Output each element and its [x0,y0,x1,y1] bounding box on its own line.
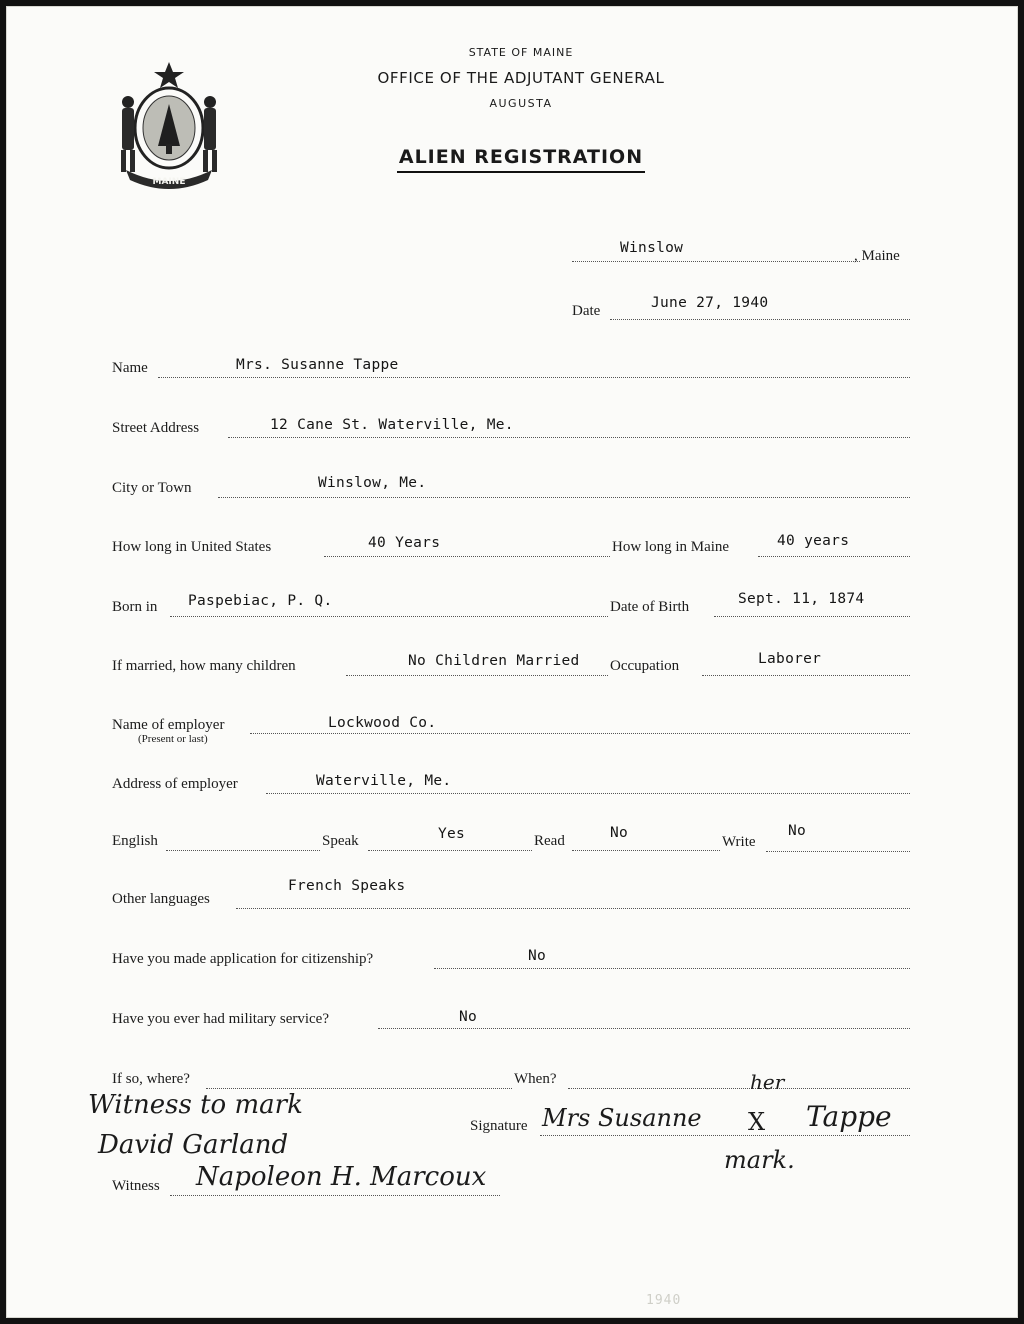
military-line [378,1028,910,1029]
signature-label: Signature [470,1118,528,1134]
signature-her: her [750,1070,785,1094]
other-languages-line [236,908,910,909]
when-line [568,1088,910,1089]
speak-label: Speak [322,833,359,849]
seal-banner-text: MAINE [152,177,186,187]
signature-line [540,1135,910,1136]
employer-value[interactable]: Lockwood Co. [328,715,437,731]
read-line [572,850,720,851]
military-label: Have you ever had military service? [112,1011,329,1027]
read-value[interactable]: No [610,825,629,841]
name-label: Name [112,360,148,376]
place-line [572,261,860,262]
born-value[interactable]: Paspebiac, P. Q. [188,593,333,609]
english-label: English [112,833,158,849]
us-years-line [324,556,610,557]
citizenship-value[interactable]: No [528,948,547,964]
page-title [306,146,736,168]
maine-state-seal-icon [110,58,228,190]
signature-x: X [748,1108,766,1136]
occupation-line [702,675,910,676]
born-label: Born in [112,599,158,615]
dob-value[interactable]: Sept. 11, 1874 [738,591,865,607]
city-value[interactable]: Winslow, Me. [318,475,427,491]
city-label: City or Town [112,480,192,496]
employer-address-line [266,793,910,794]
street-value[interactable]: 12 Cane St. Waterville, Me. [270,417,514,433]
english-line [166,850,320,851]
place-suffix: , Maine [854,248,900,264]
when-label: When? [514,1071,557,1087]
children-line [346,675,608,676]
signature-surname: Tappe [806,1100,892,1133]
other-languages-label: Other languages [112,891,210,907]
speak-value[interactable]: Yes [438,826,466,842]
where-line [206,1088,512,1089]
dob-label: Date of Birth [610,599,690,615]
employer-line [250,733,910,734]
us-years-value[interactable]: 40 Years [368,535,441,551]
speak-line [368,850,532,851]
citizenship-line [434,968,910,969]
occupation-label: Occupation [610,658,680,674]
document-page [6,6,1018,1318]
write-line [766,851,910,852]
witness-line [170,1195,500,1196]
header-state: STATE OF MAINE [468,46,574,59]
us-years-label: How long in United States [112,539,272,555]
employer-address-value[interactable]: Waterville, Me. [316,773,452,789]
street-label: Street Address [112,420,200,436]
dob-line [714,616,910,617]
witness-note-1: Witness to mark [88,1090,303,1120]
witness-note-2: David Garland [98,1130,289,1160]
citizenship-label: Have you made application for citizenship? [112,951,374,967]
place-value[interactable]: Winslow [620,240,684,256]
employer-sublabel: (Present or last) [138,733,208,745]
header-office: OFFICE OF THE ADJUTANT GENERAL [377,69,665,87]
street-line [228,437,910,438]
write-value[interactable]: No [788,823,807,839]
maine-years-value[interactable]: 40 years [777,533,850,549]
maine-years-label: How long in Maine [612,539,730,555]
header-city: AUGUSTA [489,97,553,110]
date-label: Date [572,303,601,319]
name-value[interactable]: Mrs. Susanne Tappe [236,357,399,373]
occupation-value[interactable]: Laborer [758,651,822,667]
witness-name: Napoleon H. Marcoux [196,1162,487,1192]
date-line [610,319,910,320]
page-title-text: ALIEN REGISTRATION [397,146,645,173]
military-value[interactable]: No [459,1009,478,1025]
name-line [158,377,910,378]
employer-label: Name of employer [112,717,225,733]
bottom-stamp: 1940 [646,1293,682,1308]
date-value[interactable]: June 27, 1940 [651,295,769,311]
write-label: Write [722,834,756,850]
other-languages-value[interactable]: French Speaks [288,878,406,894]
maine-years-line [758,556,910,557]
signature-name: Mrs Susanne [542,1104,702,1132]
where-label: If so, where? [112,1071,190,1087]
children-label: If married, how many children [112,658,296,674]
born-line [170,616,608,617]
children-value[interactable]: No Children Married [408,653,580,669]
read-label: Read [534,833,565,849]
city-line [218,497,910,498]
signature-mark: mark. [724,1146,795,1174]
employer-address-label: Address of employer [112,776,238,792]
witness-label: Witness [112,1178,160,1194]
